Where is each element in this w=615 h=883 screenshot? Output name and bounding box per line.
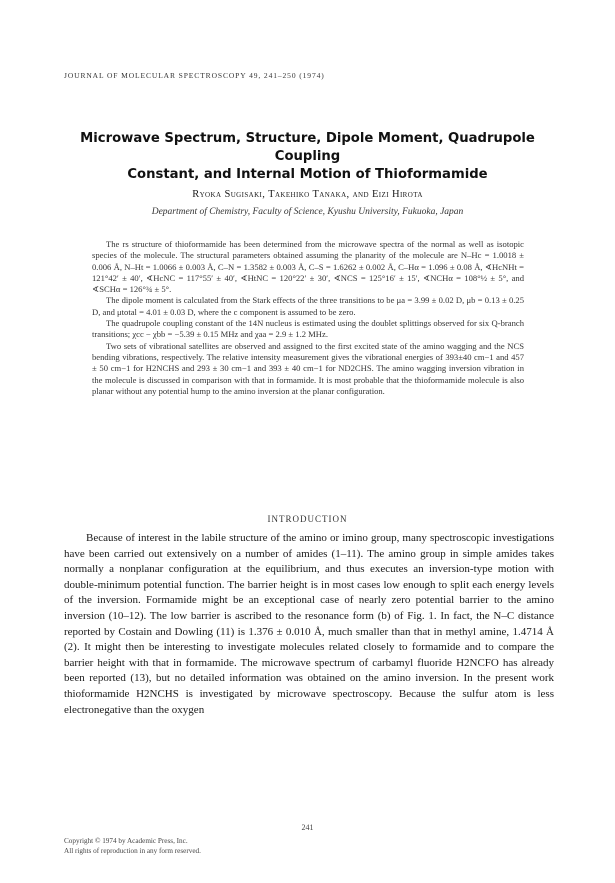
- journal-header: JOURNAL OF MOLECULAR SPECTROSCOPY 49, 241–250 (1974): [64, 71, 325, 80]
- abstract-paragraph-structure: The rs structure of thioformamide has been determined from the microwave spectra of the normal as well as isotopic species of the molecule. The structural parameters obtained assuming the planarity of the molecule are N–Hc = 1.0018 ± 0.006 Å, N–Ht = 1.0066 ± 0.003 Å, C–N = 1.3582 ± 0.003 Å, C–S = 1.6262 ± 0.002 Å, C–Hα = 1.096 ± 0.08 Å, ∢HcNHt = 121°42′ ± 40′, ∢HcNC = 117°55′ ± 40′, ∢HtNC = 120°22′ ± 30′, ∢NCS = 125°16′ ± 15′, ∢NCHα = 108°½ ± 5°, and ∢SCHα = 126°¾ ± 5°.: [92, 239, 524, 295]
- affiliation: Department of Chemistry, Faculty of Science, Kyushu University, Fukuoka, Japan: [151, 207, 464, 217]
- copyright-footer: [64, 836, 364, 856]
- introduction-body: [64, 531, 554, 718]
- rights-line: All rights of reproduction in any form reserved.: [64, 847, 201, 855]
- title-line-2: Constant, and Internal Motion of Thioformamide: [127, 167, 488, 182]
- section-heading: INTRODUCTION: [267, 514, 348, 524]
- abstract-paragraph-dipole: The dipole moment is calculated from the Stark effects of the three transitions to be μa = 3.99 ± 0.02 D, μb = 0.13 ± 0.25 D, and μtotal = 4.01 ± 0.03 D, where the c component is assumed to be zero.: [92, 295, 524, 317]
- paper-title: [55, 130, 560, 184]
- abstract-paragraph-vibration: Two sets of vibrational satellites are observed and assigned to the first excited state of the amino wagging and the NCS bending vibrations, respectively. The relative intensity measurement gives the vibrational energies of 393±40 cm−1 and 457 ± 50 cm−1 for H2NCHS and 293 ± 30 cm−1 and 393 ± 40 cm−1 for ND2CHS. The amino wagging inversion vibration in the molecule is discussed in comparison with that in formamide. It is most probable that the thioformamide molecule is also planar without any potential hump to the amino inversion at the planar configuration.: [92, 340, 524, 396]
- copyright-line: Copyright © 1974 by Academic Press, Inc.: [64, 837, 188, 845]
- title-line-1: Microwave Spectrum, Structure, Dipole Moment, Quadrupole Coupling: [80, 131, 535, 164]
- intro-paragraph: Because of interest in the labile structure of the amino or imino group, many spectroscopic investigations have been carried out extensively on a number of amides (1–11). The amino group in simple amides takes normally a nonplanar configuration at the equilibrium, and thus executes an inversion-type motion with double-minimum potential function. The barrier height is in most cases low enough to split each energy levels of the inversion. Formamide might be an exceptional case of nearly zero potential barrier to the amino inversion (10–12). The low barrier is ascribed to the resonance form (b) of Fig. 1. In fact, the N–C distance reported by Costain and Dowling (11) is 1.376 ± 0.010 Å, much smaller than that in methyl amine, 1.4714 Å (2). It might then be interesting to investigate molecules related closely to formamide and to compare the barrier height with that in formamide. The microwave spectrum of carbamyl fluoride H2NCFO has already been reported (13), but no detailed information was obtained on the amino inversion. In the present work thioformamide H2NCHS is investigated by microwave spectroscopy. Because the sulfur atom is less electronegative than the oxygen: [64, 532, 554, 716]
- author-list: Ryoka Sugisaki, Takehiko Tanaka, and Eizi Hirota: [192, 189, 423, 200]
- abstract: [92, 239, 524, 397]
- page-number: 241: [301, 823, 314, 832]
- abstract-paragraph-quadrupole: The quadrupole coupling constant of the 14N nucleus is estimated using the doublet splittings observed for six Q-branch transitions; χcc − χbb = −5.39 ± 0.15 MHz and χaa = 2.9 ± 1.2 MHz.: [92, 318, 524, 340]
